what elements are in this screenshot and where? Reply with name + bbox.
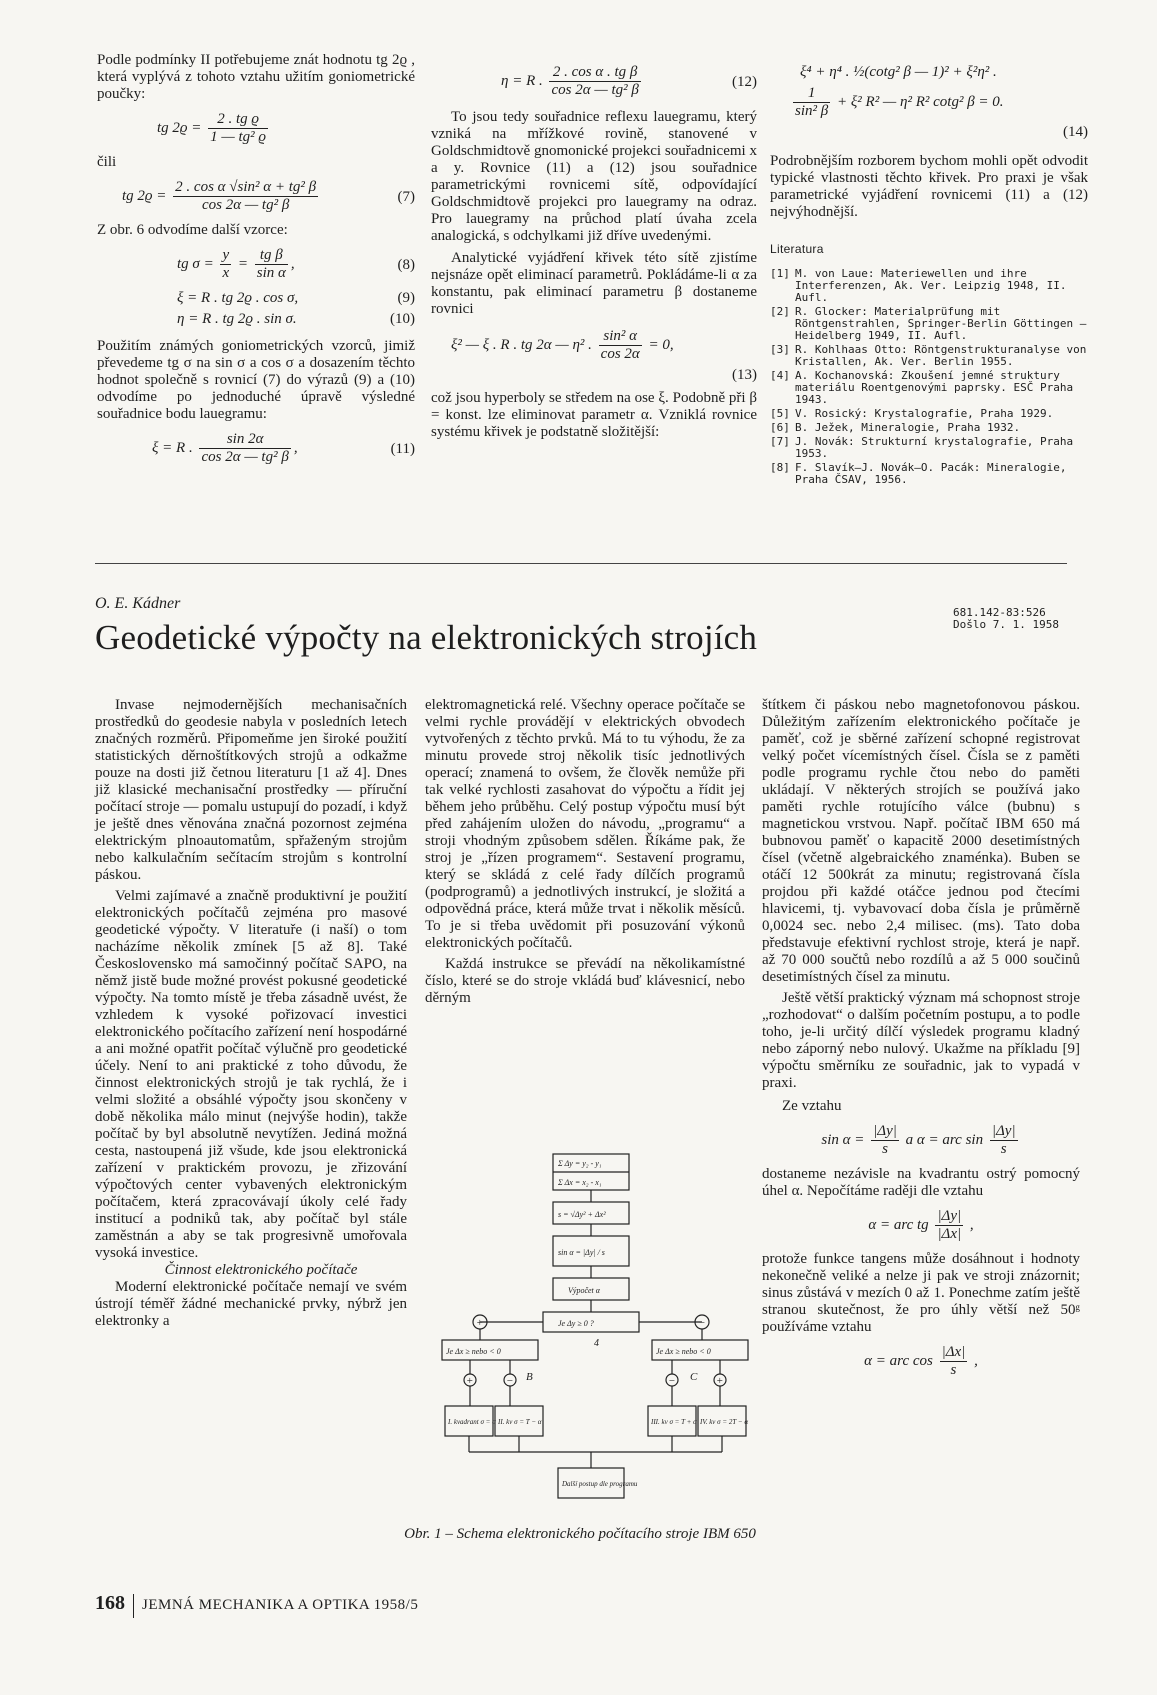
fraction: $\frac{1}{\text{sin² β}}$	[795, 85, 829, 119]
reference-item: [7] J. Novák: Strukturní krystalografie, Praha 1953.	[770, 435, 1074, 460]
flow-text: Je Δy ≥ 0 ?	[558, 1319, 594, 1328]
equation-12: η = R . $\frac{\text{2 . cos α . tg β}}{\text{cos 2α — tg² β}}$ (12)	[501, 64, 757, 98]
fraction: $\frac{\text{2 . cos α √sin² α + tg² β}}{\text{cos 2α — tg² β}}$	[175, 179, 317, 213]
flow-label: B	[526, 1371, 533, 1383]
flow-text: I. kvadrant σ = α	[448, 1418, 496, 1426]
flow-label: +	[716, 1375, 724, 1387]
flow-label: −	[668, 1375, 676, 1387]
reference-list	[770, 268, 1088, 486]
received-date: Došlo 7. 1. 1958	[953, 618, 1059, 631]
paragraph: Velmi zajímavé a značně produktivní je použití elektronických počítačů zejména pro masové geodetické výpočty. V literatuře (i naší) o tom nacházíme několik zmínek [5 až 8]. Také Československo má samočinný počítač SAPO, na němž jistě bude možné provést pokusné geodetické výpočty. Na tomto místě je třeba zásadně uvést, že vzhledem k vysoké pořizovací investici elektronického počítacího zařízení není hospodárné a ani možné opatřit počítač výlučně pro geodetické účely. Není to ani praktické z toho důvodu, že činnost elektronických strojů je tak rychlá, že i velmi složité a obsáhlé výpočty jsou skončeny v době několika málo minut (nejvýše hodin), takže počítač by byl absolutně nevytížen. Jediná možná cesta, nastoupená již všude, kde jsou elektronická zařízení v praktickém provozu, je zřizování výpočtových center vybavených elektronickým počítačem, která zpracovávají úkoly celé řady institucí a podniků tak, aby počítač byl stále zaměstnán a aby se tak progresivně umořovala vysoká investice.	[95, 888, 407, 1261]
article-title: Geodetické výpočty na elektronických strojích	[95, 618, 758, 657]
paragraph: protože funkce tangens může dosáhnout i hodnoty nekonečně veliké a nelze ji pak ve stroji znázornit; sinus zůstává v mezích 0 až 1. Ponechme zatím ještě stranou skutečnost, že pro úhly větší než 50ᵍ používáme vztahu	[762, 1251, 1080, 1335]
reference-item: [3] R. Kohlhaas Otto: Röntgenstrukturanalyse von Kristallen, Ak. Ver. Berlin 1955.	[770, 343, 1087, 368]
flow-label: 4	[594, 1338, 599, 1349]
equation-sin: sin α = $\frac{|\Delta y|}{s}$ a α = arc sin $\frac{|\Delta y|}{s}$	[821, 1123, 1016, 1157]
paragraph: čili	[97, 154, 117, 170]
flow-text: s = √Δy² + Δx²	[558, 1210, 606, 1219]
equation-14b: $\frac{1}{\text{sin² β}}$ + ξ² R² — η² R² cotg² β = 0.	[795, 85, 1004, 119]
paragraph: Z obr. 6 odvodíme další vzorce:	[97, 222, 288, 238]
article-author: O. E. Kádner	[95, 595, 181, 612]
literature-heading: Literatura	[770, 242, 824, 256]
flow-label: −	[698, 1317, 706, 1329]
fraction: $\frac{\text{2 . cos α . tg β}}{\text{cos 2α — tg² β}}$	[551, 64, 639, 98]
fraction: $\frac{|\Delta x|}{s}$	[941, 1344, 966, 1378]
reference-item: [1] M. von Laue: Materiewellen und ihre Interferenzen, Ak. Ver. Leipzig 1948, II. Aufl.	[770, 267, 1067, 304]
flow-text: Další postup dle programu	[562, 1480, 638, 1488]
fraction: $\frac{\sin 2\alpha}{\text{cos 2α — tg² β}}$	[201, 431, 289, 465]
figure-caption: Obr. 1 – Schema elektronického počítacího stroje IBM 650	[404, 1526, 756, 1542]
equation-7: tg 2ϱ = $\frac{\text{2 . cos α √sin² α + tg² β}}{\text{cos 2α — tg² β}}$ (7)	[122, 179, 415, 213]
reference-item: [4] A. Kochanovská: Zkoušení jemné struktury materiálu Roentgenovými paprsky. ESČ Praha 1943.	[770, 369, 1074, 406]
paragraph: Ze vztahu	[782, 1098, 842, 1114]
top-column-3	[770, 64, 1088, 488]
fraction: $\frac{\text{2 . tg ϱ}}{\text{1 — tg² ϱ}}$	[210, 111, 267, 145]
equation-8: tg σ = $\frac{y}{x}$ = $\frac{\text{tg β}}{\text{sin α}}$ , (8)	[177, 247, 415, 281]
bottom-column-1	[95, 697, 407, 1330]
equation-number: (14)	[1063, 124, 1088, 140]
flow-text: Σ Δx = x₂ - x₁	[558, 1178, 602, 1187]
journal-name: JEMNÁ MECHANIKA A OPTIKA 1958/5	[142, 1597, 419, 1613]
bottom-column-2	[425, 697, 745, 1007]
equation-tg: α = arc tg $\frac{|\Delta y|}{|\Delta x|}$ ,	[868, 1208, 974, 1242]
reference-item: [6] B. Ježek, Mineralogie, Praha 1932.	[770, 421, 1021, 434]
flow-text: Je Δx ≥ nebo < 0	[446, 1347, 501, 1356]
equation: tg 2ϱ = $\frac{\text{2 . tg ϱ}}{\text{1 — tg² ϱ}}$	[157, 111, 267, 145]
equation-10: η = R . tg 2ϱ . sin σ. (10)	[177, 311, 415, 327]
paragraph: To jsou tedy souřadnice reflexu lauegramu, který vzniká na mřížkové rovině, stanovené v Goldschmidtově gnomonické projekci souřadnicemi x a y. Rovnice (11) a (12) jsou souřadnice parametrickými rovnicemi sítě, odpovídající Goldschmidtově projekci pro lauegramy na odraz. Pro lauegramy na průchod platí úvaha zcela analogická, s odchylkami již dříve uvedenými.	[431, 109, 757, 244]
equation-number: (13)	[732, 367, 757, 383]
paragraph: Invase nejmodernějších mechanisačních prostředků do geodesie nabyla v posledních letech značných rozměrů. Připomeňme jen široké použití statistických děrnoštítkových strojů a odkažme pouze na dosti již četnou literaturu [1 až 4]. Dnes již klasické mechanisační prostředky — příruční počítací stroje — pomalu ustupují do pozadí, i když je ještě dnes věnována značná pozornost zejména elektrickým plnoautomatům, spřaženým strojům nebo kalkulačním sečítacím strojům s kontrolní páskou.	[95, 697, 407, 883]
udc-code: 681.142-83:526	[953, 606, 1046, 619]
flow-text: IV. kv σ = 2T − α	[700, 1418, 749, 1426]
paragraph: což jsou hyperboly se středem na ose ξ. Podobně při β = konst. lze eliminovat parametr α. Vzniklá rovnice systému křivek je podstatně složitější:	[431, 390, 757, 440]
fraction: $\frac{y}{x}$	[222, 247, 230, 281]
flow-label: −	[506, 1375, 514, 1387]
paragraph: Ještě větší praktický význam má schopnost stroje „rozhodovat“ o dalším početním postupu, a to podle toho, je-li určitý dílčí výsledek programu kladný nebo záporný nebo nulový. Ukažme na příkladu [9] výpočtu směrníku ze souřadnic, jak to vypadá v praxi.	[762, 990, 1080, 1091]
equation-number: (11)	[390, 441, 415, 457]
equation-number: (7)	[397, 189, 415, 205]
flow-label: +	[466, 1375, 474, 1387]
footer-divider	[133, 1594, 134, 1618]
paragraph: Podrobnějším rozborem bychom mohli opět odvodit typické vlastnosti těchto křivek. Pro praxi je však parametrické vyjádření rovnicemi (11) a (12) nejvýhodnější.	[770, 153, 1088, 220]
page-number: 168	[95, 1592, 125, 1614]
reference-item: [5] V. Rosický: Krystalografie, Praha 1929.	[770, 407, 1054, 420]
flow-label: C	[690, 1371, 698, 1383]
equation-11: ξ = R . $\frac{\sin 2\alpha}{\text{cos 2α — tg² β}}$ , (11)	[152, 431, 415, 465]
page-footer	[95, 1592, 418, 1618]
flow-label: +	[476, 1317, 484, 1329]
flow-text: Je Δx ≥ nebo < 0	[656, 1347, 711, 1356]
paragraph: elektromagnetická relé. Všechny operace počítače se velmi rychle provádějí v elektrických obvodech vytvořených z těchto prvků. Má to tu výhodu, že za minutu provede stroj několik tisíc jednotlivých operací; znamená to ovšem, že člověk nemůže při tak velké rychlosti zasahovat do výpočtu a řídit jej během jeho průběhu. Celý postup výpočtu musí být před zahájením uložen do návodu, „programu“ a stroji vhodným způsobem sdělen. Říkáme pak, že stroj je „řízen programem“. Sestavení programu, který se skládá z celé řady dílčích programů (podprogramů) a jednotlivých instrukcí, je složitá a odpovědná práce, která může trvat i několik měsíců. To je si třeba uvědomit při posuzování výkonů elektronických počítačů.	[425, 697, 745, 951]
flow-text: sin α = |Δy| / s	[558, 1248, 605, 1257]
fraction: $\frac{\text{sin² α}}{\cos 2\alpha}$	[600, 328, 640, 362]
fraction: $\frac{|\Delta y|}{|\Delta x|}$	[937, 1208, 962, 1242]
bottom-column-3	[762, 697, 1080, 1387]
reference-item: [8] F. Slavík—J. Novák—O. Pacák: Mineralogie, Praha ČSAV, 1956.	[770, 461, 1067, 486]
paragraph: Analytické vyjádření křivek této sítě zjistíme nejsnáze opět eliminací parametrů. Pokládáme-li α za konstantu, pak eliminací parametru β dostaneme rovnici	[431, 250, 757, 317]
paragraph: dostaneme nezávisle na kvadrantu ostrý pomocný úhel α. Nepočítáme raději dle vztahu	[762, 1166, 1080, 1199]
top-column-1	[97, 52, 415, 474]
flowchart-figure	[440, 1152, 750, 1524]
top-column-2	[431, 64, 757, 441]
equation-number: (9)	[397, 290, 415, 306]
equation-number: (10)	[390, 311, 415, 327]
flow-text: Σ Δy = y₂ - y₁	[558, 1159, 602, 1168]
equation-number: (8)	[397, 257, 415, 273]
paragraph: Podle podmínky II potřebujeme znát hodnotu tg 2ϱ , která vyplývá z tohoto vztahu užitím goniometrické poučky:	[97, 52, 415, 102]
paragraph: Použitím známých goniometrických vzorců, jimiž převedeme tg σ na sin σ a cos σ a dosazením těchto hodnot společně s rovnicí (7) do výrazů (9) a (10) odvodíme po jednoduché úpravě výsledné souřadnice bodu lauegramu:	[97, 338, 415, 422]
article-meta	[953, 607, 1059, 631]
flow-text: III. kv σ = T + α	[651, 1418, 697, 1426]
reference-item: [2] R. Glocker: Materialprüfung mit Röntgenstrahlen, Springer-Berlin Göttingen —Heidelberg 1949, II. Aufl.	[770, 305, 1087, 342]
flow-text: Výpočet α	[568, 1286, 600, 1295]
paragraph: Každá instrukce se převádí na několikamístné číslo, které se do stroje vkládá buď klávesnicí, nebo děrným	[425, 956, 745, 1006]
equation-cos: α = arc cos $\frac{|\Delta x|}{s}$ ,	[864, 1344, 978, 1378]
section-subheading: Činnost elektronického počítače	[164, 1262, 358, 1278]
fraction: $\frac{\text{tg β}}{\text{sin α}}$	[256, 247, 286, 281]
equation-number: (12)	[732, 74, 757, 90]
fraction: $\frac{|\Delta y|}{s}$	[991, 1123, 1016, 1157]
section-divider	[95, 563, 1067, 564]
equation-9: ξ = R . tg 2ϱ . cos σ, (9)	[177, 290, 415, 306]
paragraph: Moderní elektronické počítače nemají ve svém ústrojí téměř žádné mechanické prvky, nýbrž jen elektronky a	[95, 1279, 407, 1329]
fraction: $\frac{|\Delta y|}{s}$	[873, 1123, 897, 1157]
equation-14a: ξ⁴ + η⁴ . ½(cotg² β — 1)² + ξ²η² .	[800, 64, 997, 80]
flow-text: II. kv σ = T − α	[498, 1418, 542, 1426]
paragraph: štítkem či páskou nebo magnetofonovou páskou. Důležitým zařízením elektronického počítače je paměť, což je sběrné zařízení schopné registrovat velký počet vícemístných čísel. Čísla se z paměti podle programu rychle čtou nebo do paměti ukládají. V některých strojích se používá jako paměti rychle rotujícího válce (bubnu) s magnetickou vrstvou. Např. počítač IBM 650 má bubnovou paměť o kapacitě 2000 desetimístných čísel (včetně algebraického znaménka). Buben se otáčí 12 500krát za minutu; registrovaná čísla projdou při každé otáčce jednou pod čtecími hlavicemi, tj. vybavovací doba čísla je průměrně 0,0024 sec. nebo 2,4 milisec. (ms). Tato doba představuje efektivní rychlost stroje, která je např. až 70 000 součtů nebo rozdílů a až 5 000 součinů desetimístných čísel za minutu.	[762, 697, 1080, 985]
equation-13: ξ² — ξ . R . tg 2α — η² . $\frac{\text{sin² α}}{\cos 2\alpha}$ = 0,	[451, 328, 674, 362]
